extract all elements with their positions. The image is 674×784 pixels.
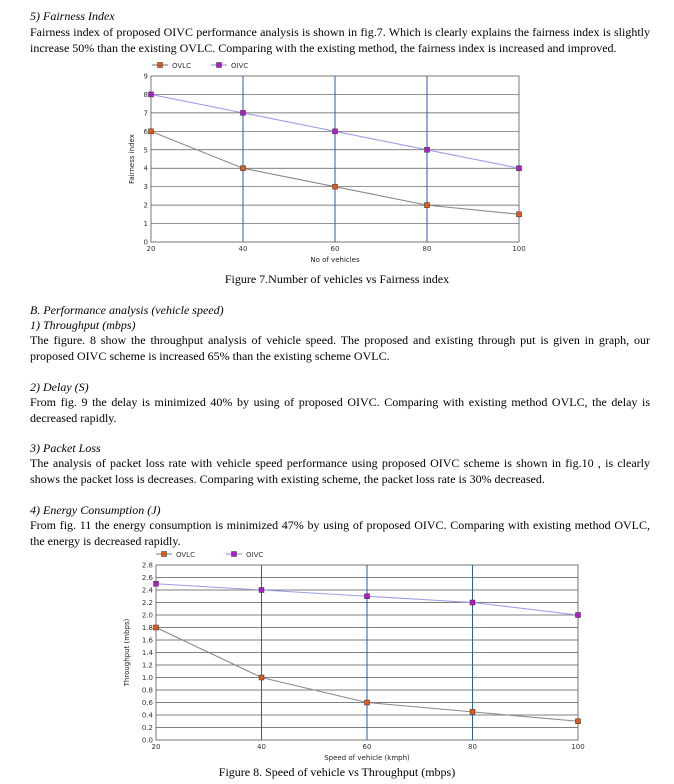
data-point-oivc [333,129,338,134]
y-tick-label: 9 [143,72,148,81]
y-tick-label: 7 [143,109,148,118]
y-tick-label: 2.2 [141,599,153,607]
y-tick-label: 3 [143,183,148,192]
y-tick-label: 0.0 [141,736,153,745]
energy-paragraph: From fig. 11 the energy consumption is minimized 47% by using of proposed OIVC. Comparing with existing method OVLC, the energy is decreased rapidly. [30,518,650,548]
performance-heading: B. Performance analysis (vehicle speed) [30,303,224,317]
y-tick-label: 2 [143,201,148,210]
throughput-heading: 1) Throughput (mbps) [30,318,136,332]
legend-label-ovlc: OVLC [176,551,195,559]
y-tick-label: 0.4 [141,711,153,720]
fairness-heading: 5) Fairness Index [30,9,115,23]
data-point-ovlc [517,212,522,217]
y-tick-label: 2.6 [141,574,153,582]
packet-loss-paragraph: The analysis of packet loss rate with vehicle speed performance using proposed OIVC scheme is shown in fig.10 , is clearly shows the packet loss is decreases. Comparing with existing scheme, the packet loss rate is 30% decreased. [30,456,650,486]
data-point-ovlc [470,709,475,714]
legend-label-oivc: OIVC [246,551,264,559]
legend-marker-oivc [232,552,237,557]
y-tick-label: 2.4 [141,586,153,595]
fig7-caption: Figure 7.Number of vehicles vs Fairness index [224,272,450,286]
data-point-oivc [259,588,264,593]
x-tick-label: 20 [146,245,156,253]
x-tick-label: 60 [330,245,340,253]
y-tick-label: 0.8 [141,686,153,695]
fairness-paragraph: Fairness index of proposed OIVC performance analysis is shown in fig.7. Which is clearly explains the fairness index is slightly increase 50% than the existing OVLC. Comparing with the existing method, the fairness index is increased and improved. [30,25,650,55]
x-axis-label: No of vehicles [310,256,360,264]
data-point-ovlc [333,184,338,189]
data-point-ovlc [154,625,159,630]
y-tick-label: 0.6 [141,699,153,707]
delay-heading: 2) Delay (S) [30,380,89,394]
packet-loss-heading: 3) Packet Loss [30,441,101,455]
delay-paragraph: From fig. 9 the delay is minimized 40% by using of proposed OIVC. Comparing with existing method OVLC, the delay is decreased rapidly. [30,395,650,425]
y-tick-label: 0.2 [141,724,153,732]
data-point-ovlc [149,129,154,134]
y-axis-label: Fairness index [128,134,136,184]
data-point-oivc [241,110,246,115]
throughput-chart [0,545,674,765]
x-tick-label: 100 [512,245,526,253]
x-tick-label: 40 [238,245,248,253]
y-tick-label: 1.4 [141,649,153,657]
y-tick-label: 5 [143,146,148,155]
y-tick-label: 8 [143,90,148,99]
y-tick-label: 0 [143,238,148,247]
data-point-ovlc [425,203,430,208]
y-axis-label: Throughput (mbps) [123,618,131,687]
x-tick-label: 80 [468,743,477,751]
y-tick-label: 1.2 [141,661,153,670]
x-axis-label: Speed of vehicle (kmph) [324,754,410,762]
data-point-oivc [365,594,370,599]
x-tick-label: 60 [362,743,372,751]
legend-marker-ovlc [162,552,167,557]
y-tick-label: 1.8 [141,624,153,632]
legend-marker-oivc [217,63,222,68]
data-point-oivc [154,581,159,586]
x-tick-label: 20 [151,743,161,751]
x-tick-label: 100 [571,743,585,751]
data-point-oivc [149,92,154,97]
data-point-oivc [517,166,522,171]
data-point-ovlc [365,700,370,705]
legend-label-oivc: OIVC [231,62,249,70]
data-point-ovlc [576,719,581,724]
y-tick-label: 1 [143,220,148,229]
fig8-caption: Figure 8. Speed of vehicle vs Throughput (mbps) [218,765,456,779]
y-tick-label: 1.0 [141,674,153,682]
data-point-oivc [576,613,581,618]
x-tick-label: 40 [257,743,266,751]
throughput-paragraph: The figure. 8 show the throughput analysis of vehicle speed. The proposed and existing through put is given in graph, our proposed OIVC scheme is increased 65% than the existing scheme OVLC. [30,333,650,363]
y-tick-label: 2.0 [141,611,153,620]
legend-label-ovlc: OVLC [172,62,191,70]
data-point-oivc [425,147,430,152]
data-point-oivc [470,600,475,605]
energy-heading: 4) Energy Consumption (J) [30,503,161,517]
data-point-ovlc [259,675,264,680]
x-tick-label: 80 [422,245,432,253]
y-tick-label: 4 [143,164,148,173]
legend-marker-ovlc [158,63,163,68]
data-point-ovlc [241,166,246,171]
y-tick-label: 2.8 [141,561,153,570]
y-tick-label: 6 [143,127,148,136]
y-tick-label: 1.6 [141,636,153,645]
